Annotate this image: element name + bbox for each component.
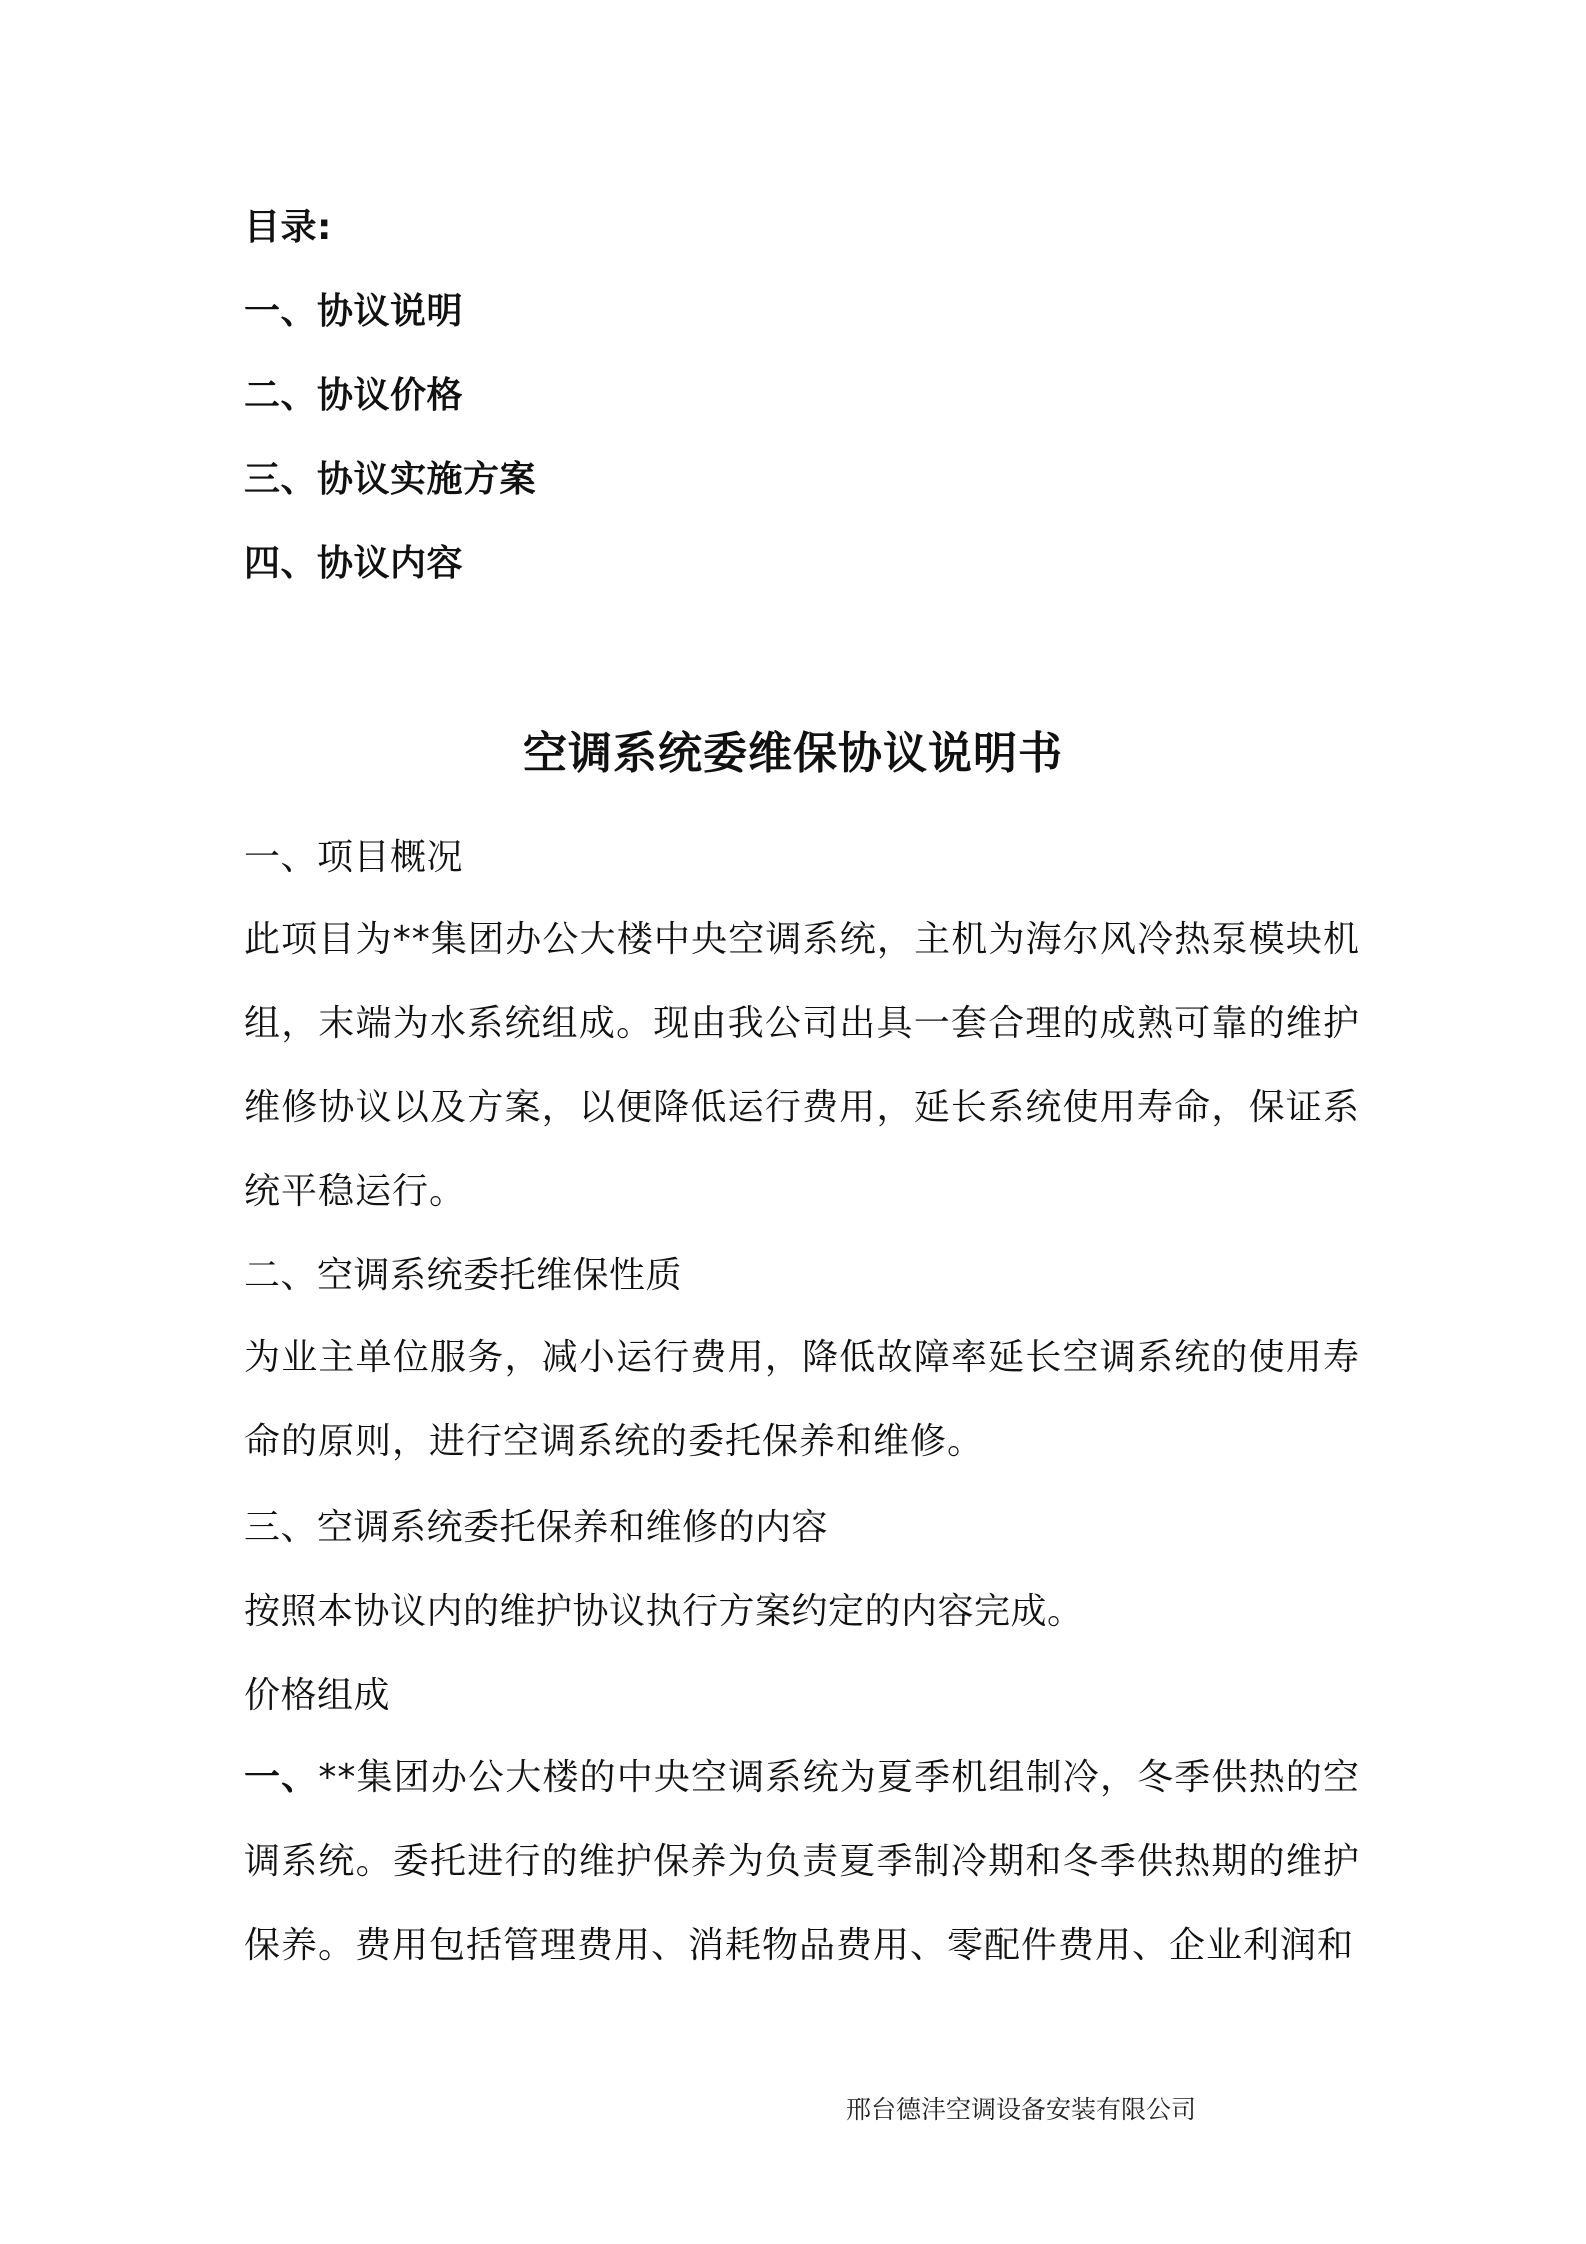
toc-item-4: 四、协议内容 xyxy=(244,543,464,584)
document-title: 空调系统委维保协议说明书 xyxy=(523,728,1063,779)
section-1-heading: 一、项目概况 xyxy=(244,837,464,878)
section-1-body: 此项目为**集团办公大楼中央空调系统，主机为海尔风冷热泵模块机组，末端为水系统组成。现由我公司出具一套合理的成熟可靠的维护维修协议以及方案，以便降低运行费用，延长系统使用寿命，保证系统平稳运行。 xyxy=(244,919,1360,1212)
toc-heading: 目录: xyxy=(244,207,332,248)
price-body xyxy=(244,1736,1360,1988)
price-heading: 价格组成 xyxy=(244,1675,391,1716)
price-text: **集团办公大楼的中央空调系统为夏季机组制冷，冬季供热的空调系统。委托进行的维护保养为负责夏季制冷期和冬季供热期的维护保养。费用包括管理费用、消耗物品费用、零配件费用、企业利润和 xyxy=(244,1757,1360,1966)
toc-item-2: 二、协议价格 xyxy=(244,375,464,416)
section-3-body: 按照本协议内的维护协议执行方案约定的内容完成。 xyxy=(244,1591,1084,1632)
section-2-body: 为业主单位服务，减小运行费用，降低故障率延长空调系统的使用寿命的原则，进行空调系统的委托保养和维修。 xyxy=(244,1337,1360,1462)
toc-item-3: 三、协议实施方案 xyxy=(244,459,537,500)
section-3-heading: 三、空调系统委托保养和维修的内容 xyxy=(244,1507,829,1548)
footer-company: 邢台德沣空调设备安装有限公司 xyxy=(846,2095,1197,2124)
toc-item-1: 一、协议说明 xyxy=(244,291,464,332)
price-lead: 一、 xyxy=(244,1757,319,1798)
section-2-heading: 二、空调系统委托维保性质 xyxy=(244,1255,683,1296)
